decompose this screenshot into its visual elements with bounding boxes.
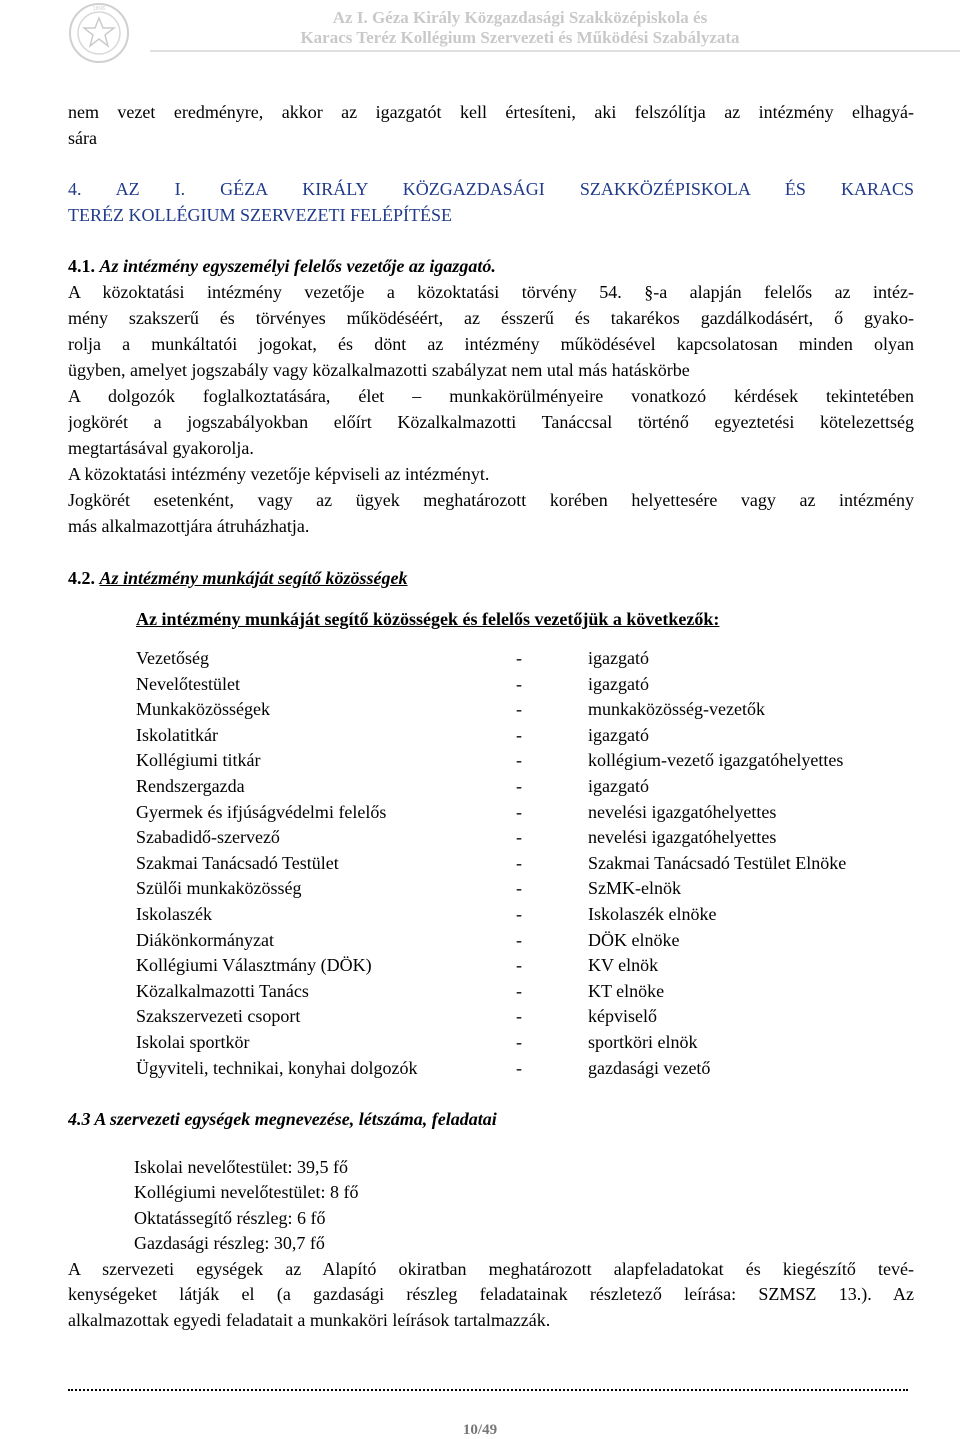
communities-subtitle: Az intézmény munkáját segítő közösségek és felelős vezetőjük a következők: (136, 609, 720, 629)
community-leader: munkaközösség-vezetők (588, 699, 765, 720)
community-name: Diákönkormányzat (136, 929, 274, 950)
paragraph-line: ügyben, amelyet jogszabály vagy közalkalmazotti szabályzat nem utal más hatáskörbe (68, 360, 690, 380)
community-leader: DÖK elnöke (588, 929, 680, 950)
dash: - (516, 929, 522, 950)
paragraph-line: A közoktatási intézmény vezetője képviseli az intézményt. (68, 464, 490, 484)
unit-item: Kollégiumi nevelőtestület: 8 fő (134, 1182, 359, 1202)
community-leader: nevelési igazgatóhelyettes (588, 827, 777, 848)
community-name: Szülői munkaközösség (136, 878, 302, 899)
community-name: Munkaközösségek (136, 699, 270, 720)
community-leader: nevelési igazgatóhelyettes (588, 801, 777, 822)
community-leader: igazgató (588, 648, 649, 668)
community-name: Rendszergazda (136, 776, 245, 796)
header-title-line2: Karacs Teréz Kollégium Szervezeti és Működési Szabályzata (300, 28, 740, 47)
unit-item: Gazdasági részleg: 30,7 fő (134, 1233, 325, 1253)
chapter-heading: TERÉZ KOLLÉGIUM SZERVEZETI FELÉPÍTÉSE (68, 205, 453, 225)
community-name: Gyermek és ifjúságvédelmi felelős (136, 801, 387, 822)
community-name: Iskolaszék (136, 904, 212, 924)
section-4-3-heading: 4.3 A szervezeti egységek megnevezése, létszáma, feladatai (68, 1109, 497, 1129)
community-name: Ügyviteli, technikai, konyhai dolgozók (136, 1057, 418, 1078)
community-leader: gazdasági vezető (588, 1057, 711, 1078)
community-leader: sportköri elnök (588, 1032, 698, 1052)
dash: - (516, 750, 522, 771)
intro-line: sára (68, 128, 97, 148)
dash: - (516, 648, 522, 668)
dash: - (516, 776, 522, 796)
dash: - (516, 673, 522, 694)
paragraph-line: jogkörét a jogszabályokban előírt Közalkalmazotti Tanáccsal történő egyeztetési kötelezettség (68, 412, 914, 432)
community-leader: igazgató (588, 724, 649, 745)
dash: - (516, 1032, 522, 1052)
community-name: Közalkalmazotti Tanács (136, 980, 309, 1001)
dash: - (516, 699, 522, 720)
community-leader: Szakmai Tanácsadó Testület Elnöke (588, 852, 847, 873)
dash: - (516, 801, 522, 822)
community-name: Szakmai Tanácsadó Testület (136, 852, 339, 873)
community-name: Kollégiumi titkár (136, 750, 261, 771)
dash: - (516, 980, 522, 1001)
community-leader: Iskolaszék elnöke (588, 904, 717, 924)
community-name: Nevelőtestület (136, 673, 240, 694)
community-name: Iskolatitkár (136, 724, 218, 745)
community-name: Iskolai sportkör (136, 1032, 250, 1052)
community-leader: KV elnök (588, 955, 659, 976)
section-4-2-heading (68, 565, 914, 591)
community-leader: igazgató (588, 776, 649, 796)
intro-line: nem vezet eredményre, akkor az igazgatót kell értesíteni, aki felszólítja az intézmény elhagyá- (68, 102, 914, 122)
paragraph-line: A dolgozók foglalkoztatására, élet – munkakörülményeire vonatkozó kérdések tekintetében (68, 386, 914, 406)
paragraph-line: Jogkörét esetenként, vagy az ügyek meghatározott korében helyettesére vagy az intézmény (68, 490, 914, 510)
community-leader: képviselő (588, 1006, 657, 1027)
dash: - (516, 827, 522, 848)
paragraph-line: kenységeket látják el (a gazdasági részleg feladatainak részletező leírása: SZMSZ 13.). Az (68, 1284, 914, 1304)
paragraph-line: alkalmazottak egyedi feladatait a munkaköri leírások tartalmazzák. (68, 1310, 551, 1330)
community-leader: kollégium-vezető igazgatóhelyettes (588, 750, 844, 771)
paragraph-line: megtartásával gyakorolja. (68, 438, 254, 458)
header-title-line1: Az I. Géza Király Közgazdasági Szakközépiskola és (332, 8, 708, 27)
section-number: 4.1. (68, 256, 100, 276)
dash: - (516, 1006, 522, 1027)
dash: - (516, 904, 522, 924)
school-seal-logo (68, 2, 130, 64)
section-title: Az intézmény egyszemélyi felelős vezetője az igazgató. (99, 256, 496, 276)
dash: - (516, 724, 522, 745)
paragraph-line: rolja a munkáltatói jogokat, és dönt az intézmény működésével kapcsolatosan minden olyan (68, 334, 914, 354)
svg-text:1896: 1896 (92, 6, 106, 12)
dash: - (516, 1057, 522, 1078)
dash: - (516, 878, 522, 899)
section-4-1-heading (68, 253, 914, 279)
community-name: Kollégiumi Választmány (DÖK) (136, 955, 372, 976)
page-number: 10/49 (462, 1422, 498, 1438)
community-leader: KT elnöke (588, 980, 665, 1001)
community-name: Szakszervezeti csoport (136, 1006, 301, 1027)
unit-item: Oktatássegítő részleg: 6 fő (134, 1208, 326, 1228)
paragraph-line: mény szakszerű és törvényes működéséért, az ésszerű és takarékos gazdálkodásért, ő gyako- (68, 308, 914, 328)
section-number: 4.2. (68, 568, 100, 588)
community-leader: SzMK-elnök (588, 878, 681, 899)
community-leader: igazgató (588, 673, 649, 694)
unit-item: Iskolai nevelőtestület: 39,5 fő (134, 1157, 348, 1177)
section-title: Az intézmény munkáját segítő közösségek (99, 568, 408, 588)
community-name: Vezetőség (136, 648, 209, 668)
dash: - (516, 955, 522, 976)
footer-divider (68, 1389, 908, 1391)
community-name: Szabadidő-szervező (136, 827, 280, 848)
paragraph-line: A szervezeti egységek az Alapító okiratban meghatározott alapfeladatokat és kiegészítő tevé- (68, 1259, 914, 1279)
header-divider (150, 50, 960, 52)
paragraph-line: más alkalmazottjára átruházhatja. (68, 516, 310, 536)
dash: - (516, 852, 522, 873)
chapter-heading: 4. AZ I. GÉZA KIRÁLY KÖZGAZDASÁGI SZAKKÖZÉPISKOLA ÉS KARACS (68, 179, 914, 199)
paragraph-line: A közoktatási intézmény vezetője a közoktatási törvény 54. §-a alapján felelős az intéz- (68, 282, 914, 302)
